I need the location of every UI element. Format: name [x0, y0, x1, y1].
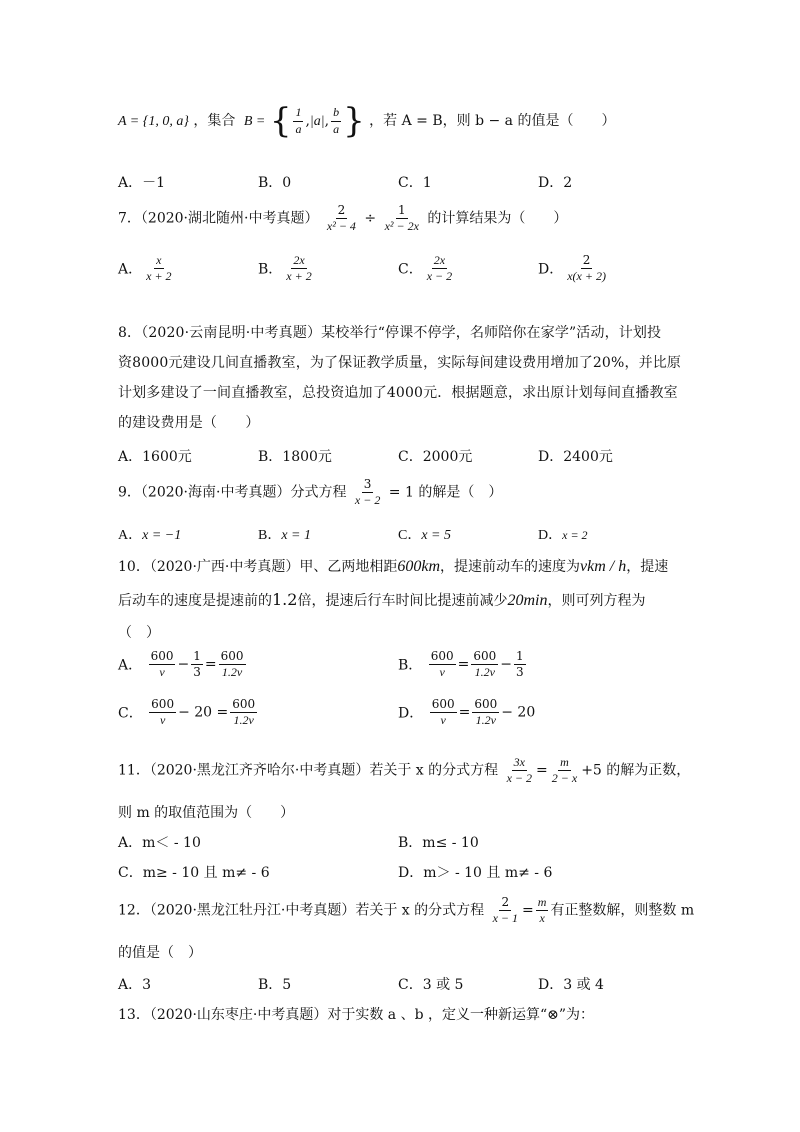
q10-line-3: （ ）: [118, 625, 160, 641]
q7-option-d: D． $\frac{2}{x(x + 2)}$: [538, 253, 606, 284]
q7-number: 7．: [118, 210, 141, 227]
q9-option-c: C．x = 5: [398, 528, 452, 543]
q10-speed: vkm / h: [580, 558, 627, 575]
q7-fraction-2: $\frac{1}{\text{x² − 2x}}$: [384, 203, 419, 234]
q8-line-2: 资8000元建设几间直播教室，为了保证教学质量，实际每间建设费用增加了20%，并比原: [118, 355, 682, 371]
q12-fraction-1: $\frac{2}{x - 1}$: [492, 895, 519, 926]
q6-option-a: A．－1: [118, 175, 166, 191]
q6-b-frac1: $\frac{1}{a}$: [295, 105, 302, 136]
q6-option-b: B．0: [258, 175, 292, 191]
q12-option-d: D．3 或 4: [538, 977, 604, 993]
q6-option-c: C．1: [398, 175, 432, 191]
q8-line-1: 8．（2020·云南昆明·中考真题）某校举行“停课不停学，名师陪你在家学”活动，计划投: [118, 325, 662, 341]
q9-option-d: D．x = 2: [538, 528, 588, 543]
q12-option-c: C．3 或 5: [398, 977, 464, 993]
q13-line: 13．（2020·山东枣庄·中考真题）对于实数 a 、b ，定义一种新运算“⊗”为：: [118, 1007, 595, 1023]
q7-fraction-1: $\frac{2}{\text{x² − 4}}$: [326, 203, 356, 234]
q9-source: （2020·海南·中考真题）分式方程: [140, 484, 347, 501]
q7-tail: 的计算结果为（ ）: [427, 210, 568, 227]
q10-option-b: B． $\frac{600}{v}$ = $\frac{600}{1.2v}$ − $\frac{1}{3}$: [398, 649, 524, 680]
q6-condition: ，若 A = B，则 b − a 的值是（ ）: [369, 113, 616, 129]
q10-line-1: 10．（2020·广西·中考真题）甲、乙两地相距600km，提速前动车的速度为vkm / h，提速: [118, 558, 669, 575]
q10-ratio: 1.2: [272, 590, 298, 609]
q6-set-b-label: B =: [243, 114, 266, 129]
q7-option-a: A． $\frac{x}{x + 2}$: [118, 253, 172, 284]
q9-tail: 的解是（ ）: [418, 484, 503, 501]
q9-option-b: B．x = 1: [258, 528, 312, 543]
q12-line-2: 的值是（ ）: [118, 945, 202, 961]
q11-option-a: A．m＜ - 10: [118, 835, 201, 851]
q8-option-b: B．1800元: [258, 449, 332, 465]
q6-b-frac2: $\frac{b}{a}$: [333, 105, 340, 136]
q9-number: 9．: [118, 484, 141, 501]
q8-stem: [118, 318, 688, 438]
q6-b-abs: |a|: [309, 114, 325, 129]
q12-option-b: B．5: [258, 977, 292, 993]
q8-option-a: A．1600元: [118, 449, 192, 465]
q7-source: （2020·湖北随州·中考真题）: [140, 210, 319, 227]
q12-fraction-2: $\frac{m}{x}$: [537, 895, 547, 926]
q6-mid: ，集合: [193, 113, 236, 129]
q8-line-3: 计划多建设了一间直播教室，总投资追加了4000元．根据题意，求出原计划每间直播教室: [118, 385, 678, 401]
q10-option-c: C． $\frac{600}{v}$ − 20 = $\frac{600}{1.2v}$: [118, 697, 256, 728]
q11-option-b: B．m≤ - 10: [398, 835, 479, 851]
q10-option-a: A． $\frac{600}{v}$ − $\frac{1}{3}$ = $\frac{600}{1.2v}$: [118, 649, 244, 680]
q10-option-d: D． $\frac{600}{v}$ = $\frac{600}{1.2v}$ − 20: [398, 697, 536, 728]
q10-line-2: 后动车的速度是提速前的1.2倍，提速后行车时间比提速前减少20min，则可列方程为: [118, 590, 646, 609]
q7-stem: 7．（2020·湖北随州·中考真题） $\frac{2}{\text{x² − 4}}$ ÷ $\frac{1}{\text{x² − 2x}}$ 的计算结果为（ ）: [118, 203, 568, 234]
q11-line-2: 则 m 的取值范围为（ ）: [118, 805, 295, 821]
q8-option-c: C．2000元: [398, 449, 473, 465]
q10-time: 20min: [507, 592, 548, 609]
q8-line-4: 的建设费用是（ ）: [118, 415, 260, 431]
q11-option-c: C．m≥ - 10 且 m≠ - 6: [118, 865, 270, 881]
q8-option-d: D．2400元: [538, 449, 613, 465]
q11-line-1: 11．（2020·黑龙江齐齐哈尔·中考真题）若关于 x 的分式方程 $\frac{3x}{x - 2}$ = $\frac{m}{2 - x}$ +5 的解为正数，: [118, 755, 691, 786]
q6-set-a: A = {1, 0, a}: [118, 114, 189, 129]
q12-line-1: 12．（2020·黑龙江牡丹江·中考真题）若关于 x 的分式方程 $\frac{2}{x - 1}$ = $\frac{m}{x}$ 有正整数解，则整数 m: [118, 895, 695, 926]
q11-fraction-1: $\frac{3x}{x - 2}$: [506, 755, 533, 786]
q6-stem: A = {1, 0, a} ，集合 B = { $\frac{1}{a}$ ,|a|, $\frac{b}{a}$ } ，若 A = B，则 b − a 的值是（ ）: [118, 101, 616, 141]
q11-fraction-2: $\frac{m}{2 - x}$: [551, 755, 578, 786]
q6-option-d: D．2: [538, 175, 573, 191]
q7-option-c: C． $\frac{2x}{x - 2}$: [398, 253, 453, 284]
q9-stem: 9．（2020·海南·中考真题）分式方程 $\frac{3}{x - 2}$ = 1 的解是（ ）: [118, 477, 503, 508]
q7-option-b: B． $\frac{2x}{x + 2}$: [258, 253, 312, 284]
q12-option-a: A．3: [118, 977, 152, 993]
q10-distance: 600km: [397, 558, 440, 575]
q9-fraction: $\frac{3}{x - 2}$: [354, 477, 381, 508]
q11-option-d: D．m＞ - 10 且 m≠ - 6: [398, 865, 553, 881]
q9-option-a: A．x = −1: [118, 528, 182, 543]
